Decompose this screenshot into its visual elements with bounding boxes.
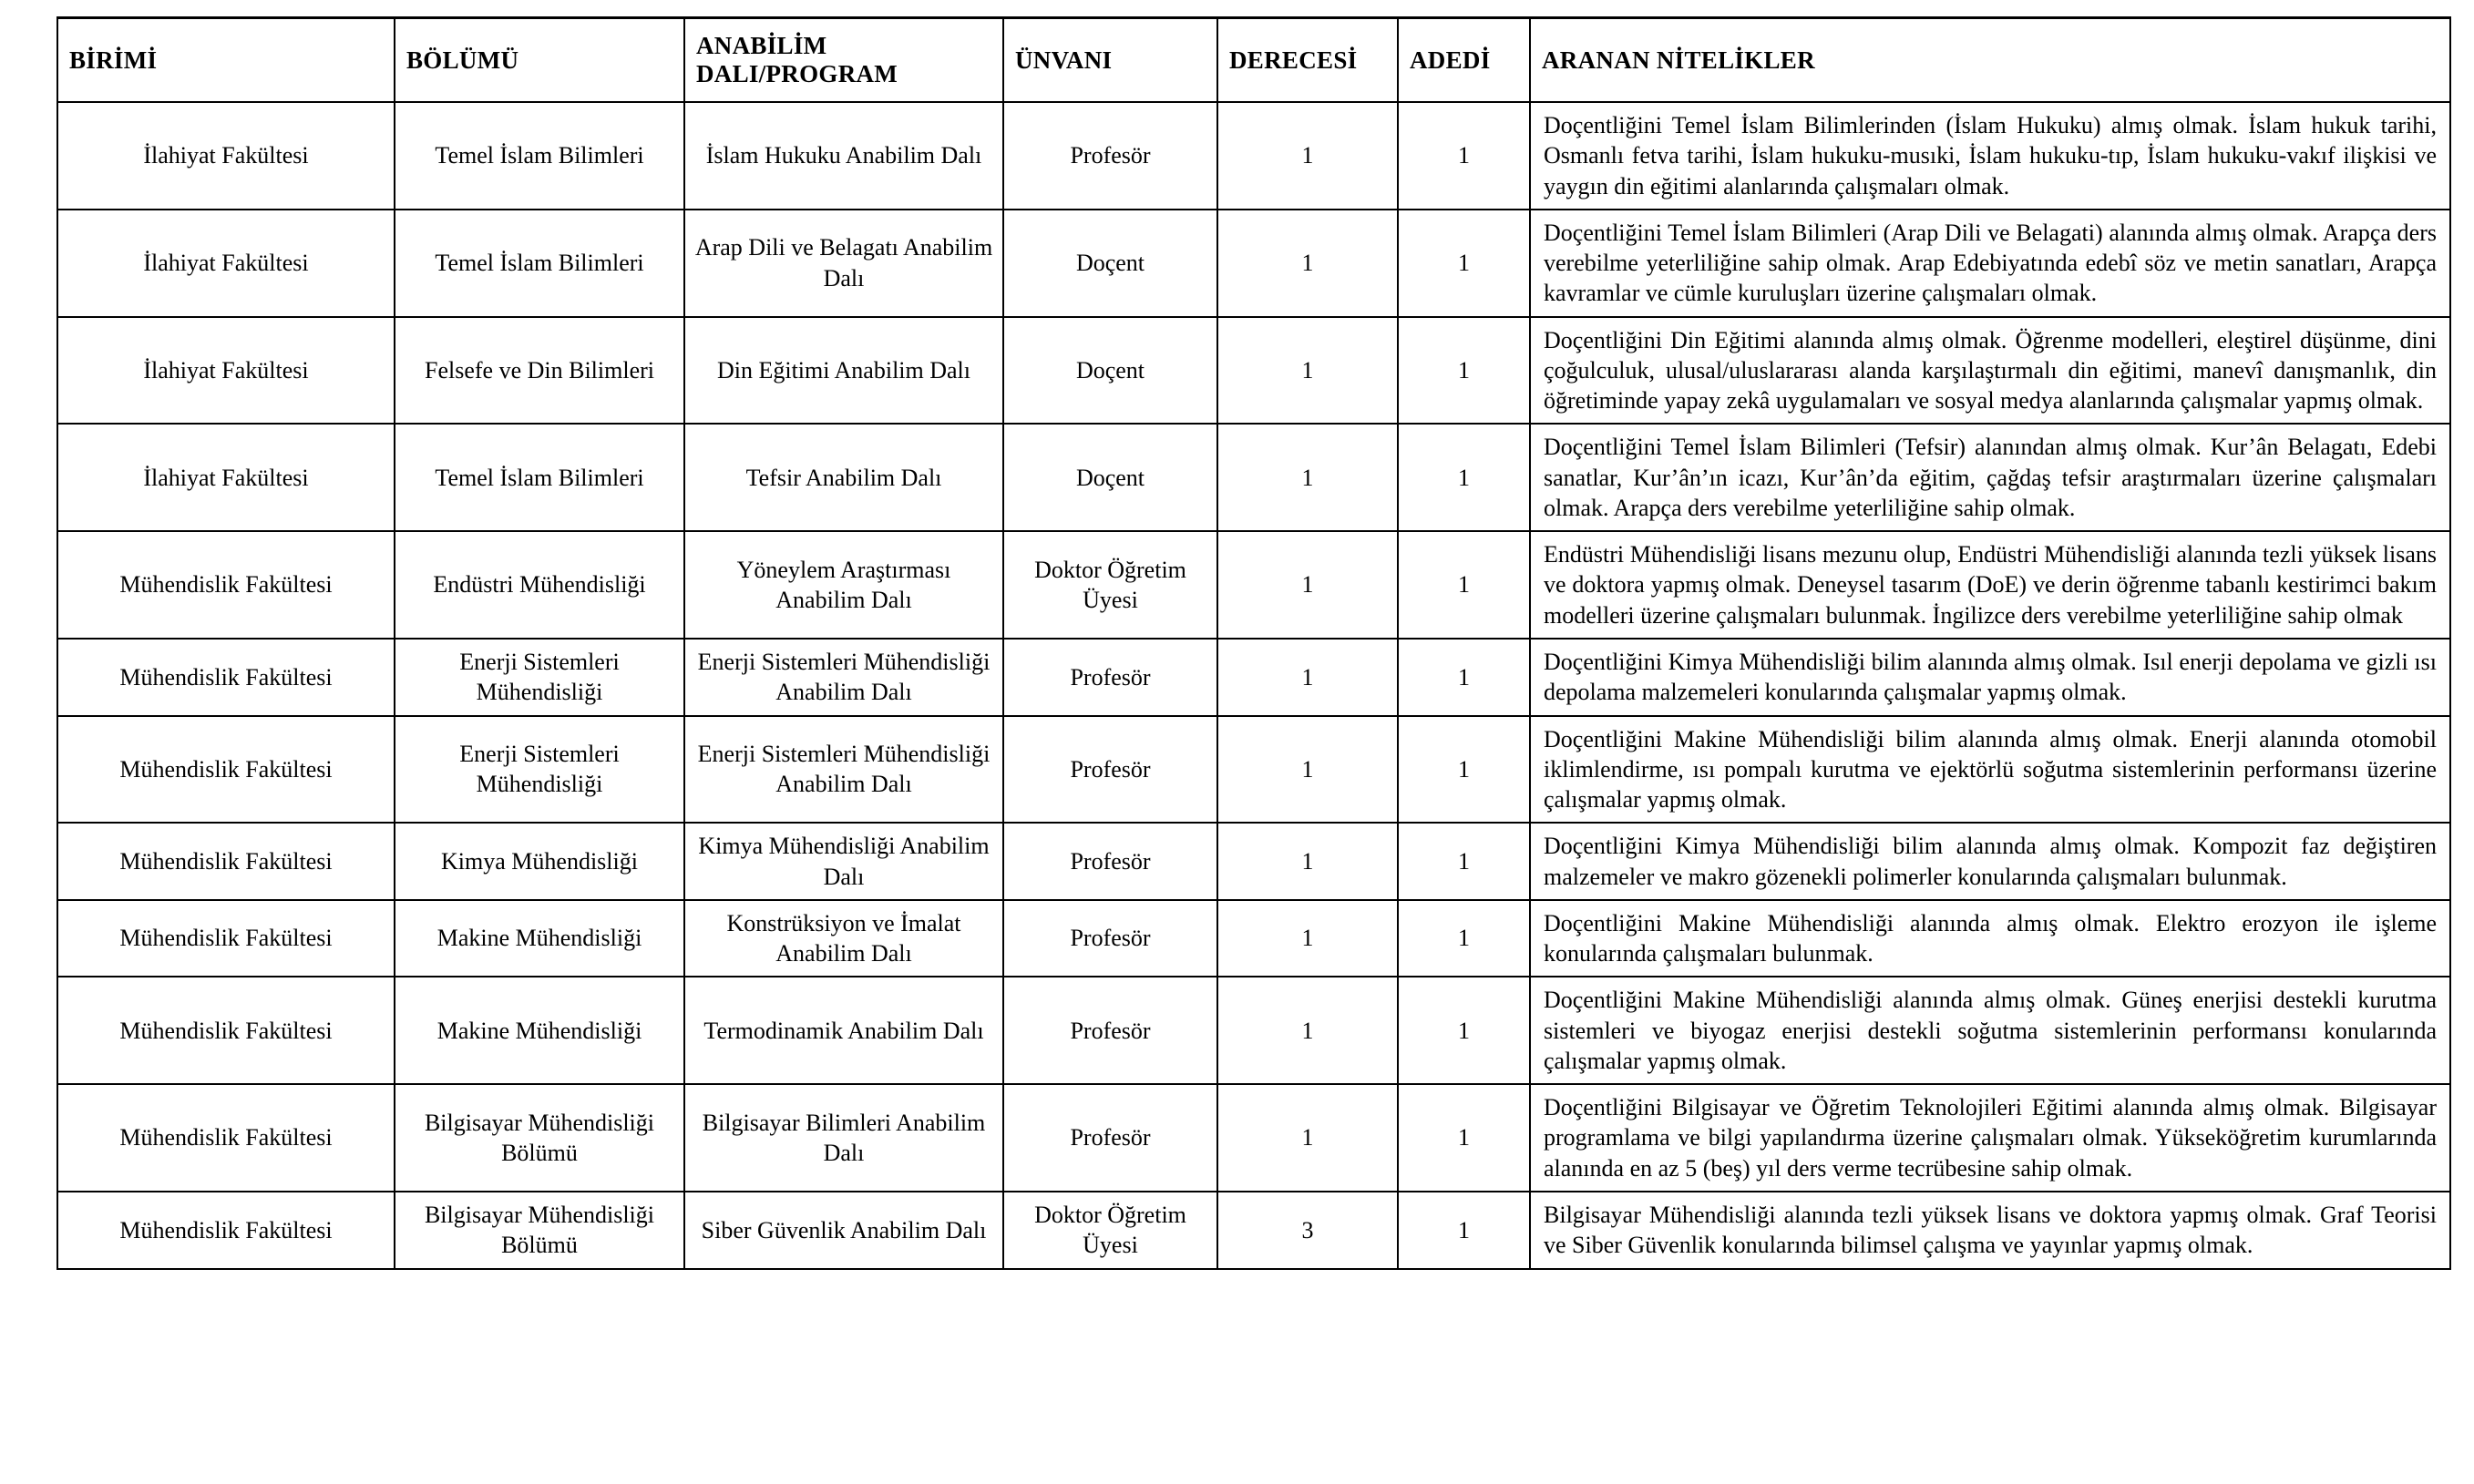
- table-row: [57, 1192, 2450, 1269]
- cell-bolumu: Bilgisayar Mühendisliği Bölümü: [395, 1084, 684, 1192]
- cell-derecesi: 1: [1217, 900, 1398, 977]
- cell-anabilim: Bilgisayar Bilimleri Anabilim Dalı: [684, 1084, 1003, 1192]
- cell-adedi: 1: [1398, 977, 1530, 1084]
- cell-anabilim: Enerji Sistemleri Mühendisliği Anabilim Dalı: [684, 716, 1003, 824]
- cell-derecesi: 1: [1217, 716, 1398, 824]
- cell-nitelikler: Doçentliğini Temel İslam Bilimleri (Tefsir) alanından almış olmak. Kur’ân Belagatı, Edebi sanatlar, Kur’ân’ın icazı, Kur’ân’da eğitim, çağdaş tefsir araştırmaları üzerine çalışmaları olmak. Arapça ders verebilme yeterliliğine sahip olmak.: [1530, 424, 2450, 531]
- cell-unvani: Doçent: [1003, 424, 1217, 531]
- cell-derecesi: 1: [1217, 977, 1398, 1084]
- cell-derecesi: 1: [1217, 531, 1398, 639]
- header-aranan-nitelikler: ARANAN NİTELİKLER: [1530, 18, 2450, 103]
- cell-adedi: 1: [1398, 1084, 1530, 1192]
- cell-nitelikler: Doçentliğini Makine Mühendisliği alanında almış olmak. Elektro erozyon ile işleme konularında çalışmaları bulunmak.: [1530, 900, 2450, 977]
- header-derecesi: DERECESİ: [1217, 18, 1398, 103]
- header-unvani: ÜNVANI: [1003, 18, 1217, 103]
- cell-derecesi: 3: [1217, 1192, 1398, 1269]
- cell-nitelikler: Doçentliğini Temel İslam Bilimlerinden (İslam Hukuku) almış olmak. İslam hukuk tarihi, Osmanlı fetva tarihi, İslam hukuku-musıki, İslam hukuku-tıp, İslam hukuku-vakıf ilişkisi ve yaygın din eğitimi alanlarında çalışmaları olmak.: [1530, 102, 2450, 210]
- cell-anabilim: Din Eğitimi Anabilim Dalı: [684, 317, 1003, 425]
- cell-nitelikler: Doçentliğini Makine Mühendisliği alanında almış olmak. Güneş enerjisi destekli kurutma sistemleri ve biyogaz enerjisi destekli soğutma sistemlerinin performansı konularında çalışmalar yapmış olmak.: [1530, 977, 2450, 1084]
- cell-unvani: Profesör: [1003, 900, 1217, 977]
- cell-nitelikler: Doçentliğini Temel İslam Bilimleri (Arap Dili ve Belagati) alanında almış olmak. Arapça ders verebilme yeterliliğine sahip olmak. Arap Edebiyatında edebî söz ve metin sanatları, Arapça kavramlar ve cümle kuruluşları üzerine çalışmaları olmak.: [1530, 210, 2450, 317]
- cell-adedi: 1: [1398, 424, 1530, 531]
- cell-birimi: Mühendislik Fakültesi: [57, 977, 395, 1084]
- table-row: [57, 102, 2450, 210]
- cell-nitelikler: Bilgisayar Mühendisliği alanında tezli yüksek lisans ve doktora yapmış olmak. Graf Teorisi ve Siber Güvenlik konularında bilimsel çalışma ve yayınlar yapmış olmak.: [1530, 1192, 2450, 1269]
- table-row: [57, 531, 2450, 639]
- cell-bolumu: Endüstri Mühendisliği: [395, 531, 684, 639]
- cell-birimi: Mühendislik Fakültesi: [57, 639, 395, 716]
- cell-anabilim: Siber Güvenlik Anabilim Dalı: [684, 1192, 1003, 1269]
- cell-bolumu: Kimya Mühendisliği: [395, 823, 684, 900]
- cell-bolumu: Enerji Sistemleri Mühendisliği: [395, 716, 684, 824]
- header-adedi: ADEDİ: [1398, 18, 1530, 103]
- table-header-row: [57, 18, 2450, 103]
- cell-adedi: 1: [1398, 716, 1530, 824]
- cell-adedi: 1: [1398, 531, 1530, 639]
- cell-anabilim: İslam Hukuku Anabilim Dalı: [684, 102, 1003, 210]
- cell-birimi: Mühendislik Fakültesi: [57, 531, 395, 639]
- table-row: [57, 210, 2450, 317]
- cell-derecesi: 1: [1217, 210, 1398, 317]
- table-row: [57, 823, 2450, 900]
- cell-anabilim: Tefsir Anabilim Dalı: [684, 424, 1003, 531]
- cell-anabilim: Enerji Sistemleri Mühendisliği Anabilim Dalı: [684, 639, 1003, 716]
- cell-birimi: Mühendislik Fakültesi: [57, 823, 395, 900]
- cell-birimi: İlahiyat Fakültesi: [57, 317, 395, 425]
- cell-adedi: 1: [1398, 317, 1530, 425]
- cell-birimi: İlahiyat Fakültesi: [57, 102, 395, 210]
- cell-birimi: Mühendislik Fakültesi: [57, 900, 395, 977]
- cell-bolumu: Temel İslam Bilimleri: [395, 424, 684, 531]
- cell-anabilim: Termodinamik Anabilim Dalı: [684, 977, 1003, 1084]
- cell-anabilim: Konstrüksiyon ve İmalat Anabilim Dalı: [684, 900, 1003, 977]
- cell-nitelikler: Doçentliğini Kimya Mühendisliği bilim alanında almış olmak. Kompozit faz değiştiren malzemeler ve makro gözenekli polimerler konularında çalışmaları bulunmak.: [1530, 823, 2450, 900]
- cell-adedi: 1: [1398, 639, 1530, 716]
- cell-unvani: Doktor Öğretim Üyesi: [1003, 531, 1217, 639]
- cell-bolumu: Enerji Sistemleri Mühendisliği: [395, 639, 684, 716]
- cell-derecesi: 1: [1217, 1084, 1398, 1192]
- table-row: [57, 1084, 2450, 1192]
- cell-derecesi: 1: [1217, 639, 1398, 716]
- cell-bolumu: Makine Mühendisliği: [395, 977, 684, 1084]
- cell-adedi: 1: [1398, 1192, 1530, 1269]
- cell-birimi: Mühendislik Fakültesi: [57, 1084, 395, 1192]
- cell-unvani: Profesör: [1003, 977, 1217, 1084]
- cell-nitelikler: Doçentliğini Kimya Mühendisliği bilim alanında almış olmak. Isıl enerji depolama ve gizli ısı depolama malzemeleri konularında çalışmalar yapmış olmak.: [1530, 639, 2450, 716]
- cell-unvani: Profesör: [1003, 1084, 1217, 1192]
- cell-bolumu: Felsefe ve Din Bilimleri: [395, 317, 684, 425]
- cell-adedi: 1: [1398, 900, 1530, 977]
- table-row: [57, 639, 2450, 716]
- cell-anabilim: Arap Dili ve Belagatı Anabilim Dalı: [684, 210, 1003, 317]
- faculty-vacancy-table: [56, 16, 2451, 1270]
- table-row: [57, 900, 2450, 977]
- cell-birimi: Mühendislik Fakültesi: [57, 716, 395, 824]
- cell-nitelikler: Doçentliğini Makine Mühendisliği bilim alanında almış olmak. Enerji alanında otomobil iklimlendirme, ısı pompalı kurutma ve ejektörlü soğutma sistemlerinin performansı üzerine çalışmalar yapmış olmak.: [1530, 716, 2450, 824]
- header-birimi: BİRİMİ: [57, 18, 395, 103]
- cell-bolumu: Temel İslam Bilimleri: [395, 210, 684, 317]
- cell-unvani: Doçent: [1003, 210, 1217, 317]
- table-row: [57, 716, 2450, 824]
- cell-bolumu: Bilgisayar Mühendisliği Bölümü: [395, 1192, 684, 1269]
- cell-birimi: İlahiyat Fakültesi: [57, 424, 395, 531]
- cell-birimi: İlahiyat Fakültesi: [57, 210, 395, 317]
- cell-adedi: 1: [1398, 102, 1530, 210]
- cell-unvani: Profesör: [1003, 823, 1217, 900]
- cell-nitelikler: Doçentliğini Din Eğitimi alanında almış olmak. Öğrenme modelleri, eleştirel düşünme, dini çoğulculuk, ulusal/uluslararası alanda karşılaştırmalı din eğitimi, manevî danışmanlık, din öğretiminde yapay zekâ uygulamaları ve sosyal medya alanlarında çalışmalar yapmış olmak.: [1530, 317, 2450, 425]
- cell-derecesi: 1: [1217, 823, 1398, 900]
- header-bolumu: BÖLÜMÜ: [395, 18, 684, 103]
- cell-unvani: Doçent: [1003, 317, 1217, 425]
- cell-anabilim: Yöneylem Araştırması Anabilim Dalı: [684, 531, 1003, 639]
- cell-birimi: Mühendislik Fakültesi: [57, 1192, 395, 1269]
- cell-derecesi: 1: [1217, 424, 1398, 531]
- cell-nitelikler: Doçentliğini Bilgisayar ve Öğretim Teknolojileri Eğitimi alanında almış olmak. Bilgisayar programlama ve bilgi yapılandırma üzerine çalışmaları olmak. Yükseköğretim kurumlarında alanında en az 5 (beş) yıl ders verme tecrübesine sahip olmak.: [1530, 1084, 2450, 1192]
- table-body: [57, 102, 2450, 1269]
- cell-unvani: Profesör: [1003, 102, 1217, 210]
- cell-unvani: Profesör: [1003, 639, 1217, 716]
- table-row: [57, 424, 2450, 531]
- cell-nitelikler: Endüstri Mühendisliği lisans mezunu olup, Endüstri Mühendisliği alanında tezli yüksek lisans ve doktora yapmış olmak. Deneysel tasarım (DoE) ve derin öğrenme tabanlı kestirimci bakım modelleri üzerine çalışmaları bulunmak. İngilizce ders verebilme yeterliliğine sahip olmak: [1530, 531, 2450, 639]
- cell-derecesi: 1: [1217, 317, 1398, 425]
- cell-adedi: 1: [1398, 823, 1530, 900]
- cell-anabilim: Kimya Mühendisliği Anabilim Dalı: [684, 823, 1003, 900]
- cell-adedi: 1: [1398, 210, 1530, 317]
- header-anabilim-dali-program: ANABİLİM DALI/PROGRAM: [684, 18, 1003, 103]
- table-row: [57, 317, 2450, 425]
- cell-unvani: Profesör: [1003, 716, 1217, 824]
- cell-derecesi: 1: [1217, 102, 1398, 210]
- cell-unvani: Doktor Öğretim Üyesi: [1003, 1192, 1217, 1269]
- cell-bolumu: Temel İslam Bilimleri: [395, 102, 684, 210]
- cell-bolumu: Makine Mühendisliği: [395, 900, 684, 977]
- table-row: [57, 977, 2450, 1084]
